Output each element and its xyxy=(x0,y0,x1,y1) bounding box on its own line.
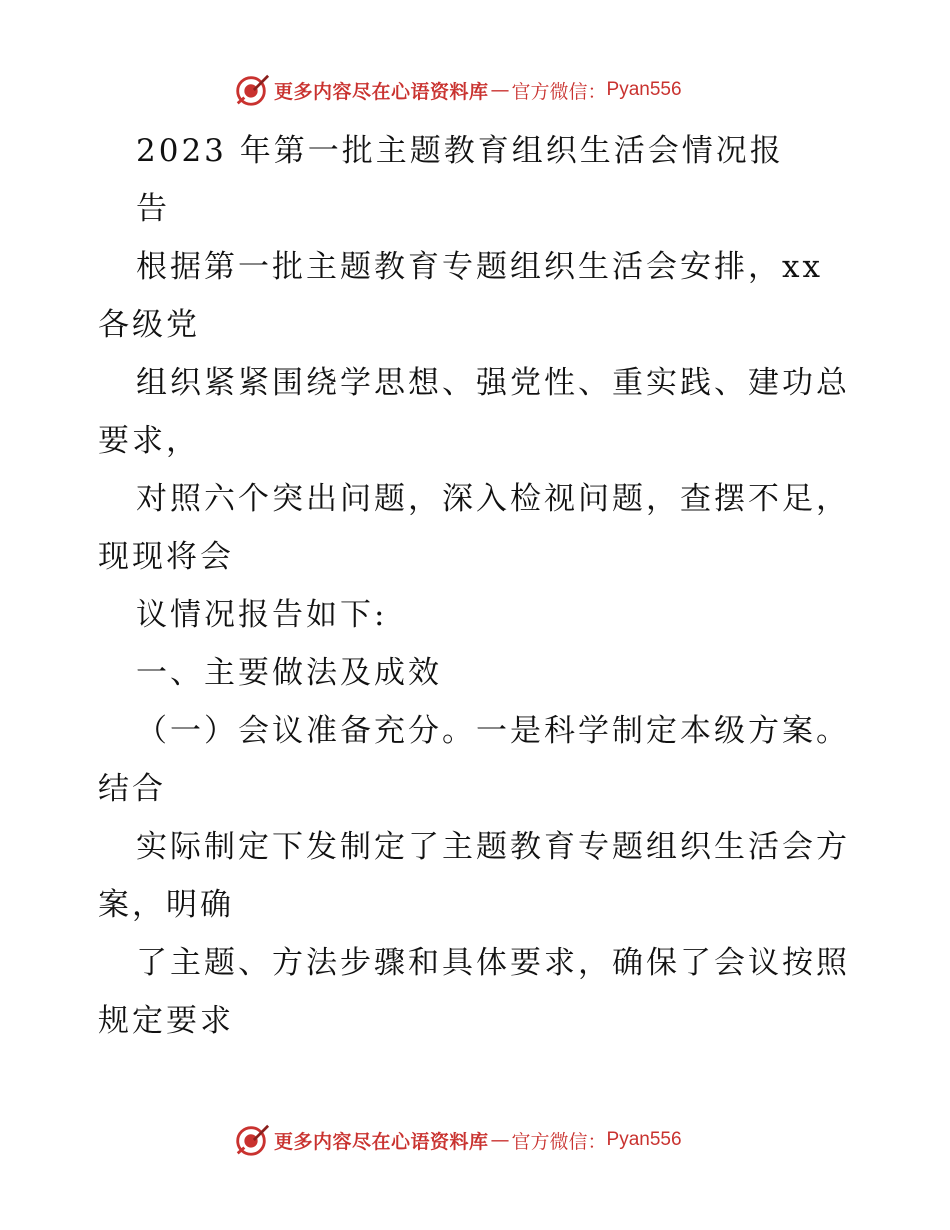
document-line: 案，明确 xyxy=(98,887,234,923)
document-line: 实际制定下发制定了主题教育专题组织生活会方 xyxy=(136,829,850,865)
quill-pen-logo-icon xyxy=(232,71,270,109)
document-line: 结合 xyxy=(98,771,166,807)
document-line: 了主题、方法步骤和具体要求，确保了会议按照 xyxy=(136,945,850,981)
document-line: 2023 年第一批主题教育组织生活会情况报 xyxy=(136,133,784,169)
document-line: 现现将会 xyxy=(98,539,234,575)
document-line: 对照六个突出问题，深入检视问题，查摆不足， xyxy=(136,481,850,517)
banner-dash: — xyxy=(490,79,510,101)
document-body xyxy=(98,122,858,1050)
document-line: 规定要求 xyxy=(98,1003,234,1039)
document-line: 一、主要做法及成效 xyxy=(136,655,442,691)
banner-text: 更多内容尽在心语资料库 xyxy=(274,1130,489,1153)
banner-dash: — xyxy=(490,1129,510,1151)
document-line: 告 xyxy=(136,191,170,227)
document-line: 要求， xyxy=(98,423,200,459)
banner-wechat-label: 官方微信： xyxy=(511,1130,607,1153)
document-line: （一）会议准备充分。一是科学制定本级方案。 xyxy=(136,713,850,749)
document-line: 各级党 xyxy=(98,307,200,343)
footer-banner xyxy=(232,1120,732,1160)
banner-wechat-id: Pyan556 xyxy=(606,1129,682,1150)
header-banner xyxy=(232,70,732,110)
quill-pen-logo-icon xyxy=(232,1121,270,1159)
document-line: 组织紧紧围绕学思想、强党性、重实践、建功总 xyxy=(136,365,850,401)
banner-wechat-label: 官方微信： xyxy=(511,80,607,103)
banner-wechat-id: Pyan556 xyxy=(606,79,682,100)
document-line: 议情况报告如下: xyxy=(136,597,388,633)
document-line: 根据第一批主题教育专题组织生活会安排，xx xyxy=(136,249,823,285)
banner-text: 更多内容尽在心语资料库 xyxy=(274,80,489,103)
